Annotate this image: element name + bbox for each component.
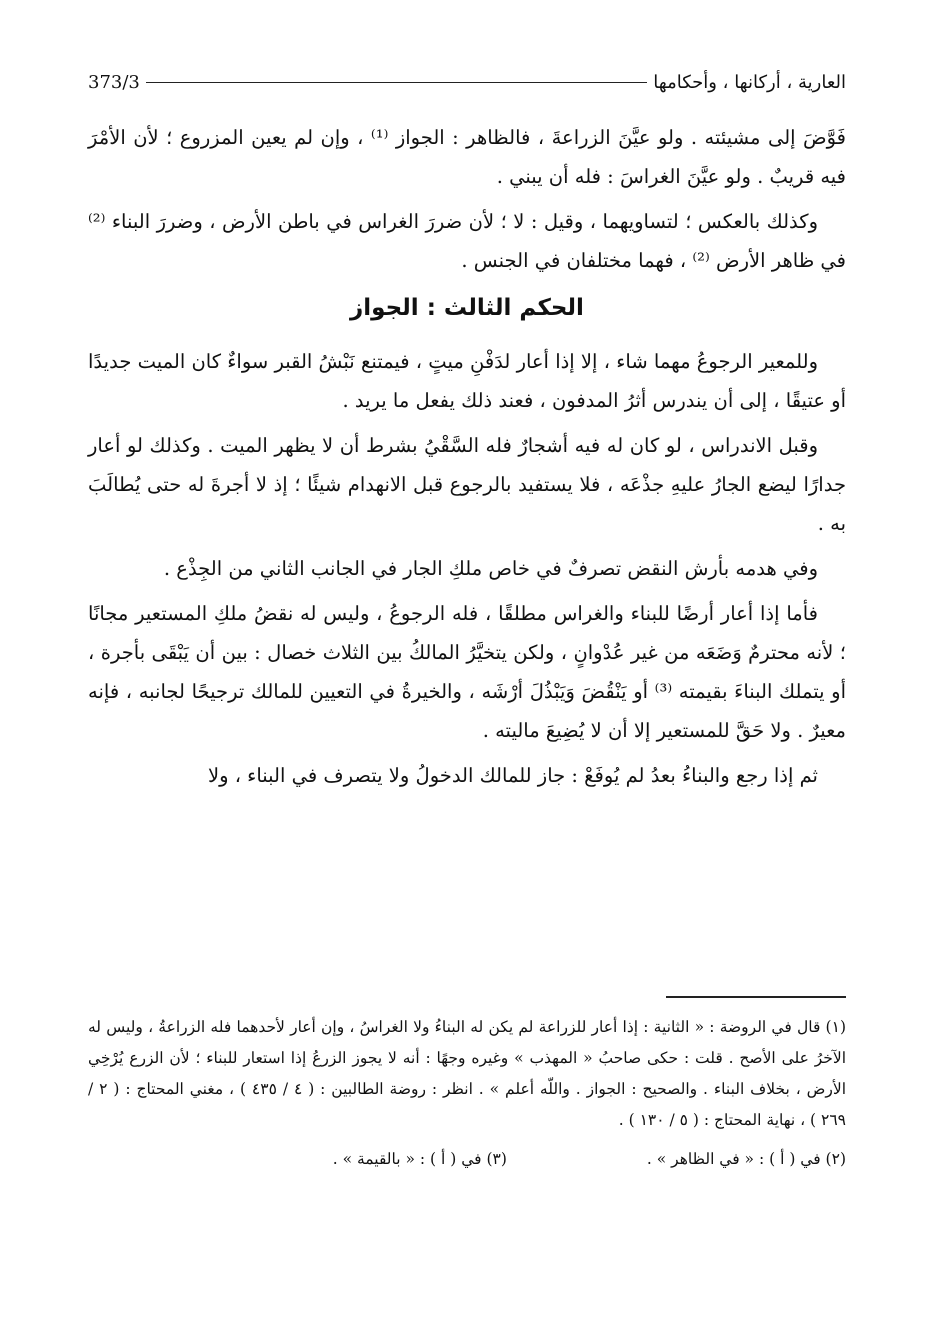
footnote-2: (٢) في ( أ ) : « في الظاهر » . [646,1150,846,1168]
footnote-1: (١) قال في الروضة : « الثانية : إذا أعار للزراعة لم يكن له البناءُ ولا الغراسُ ، وإن أعار لأحدهما فله الزراعةُ ، وليس له الآخرُ على الأصح . قلت : حكى صاحبُ « المهذب » وغيره وجهًا : أنه لا يجوز الزرعُ إذا استعار للبناء ؛ لأن الزرع يُرْخِي الأرض ، بخلاف البناء . والصحيح : الجواز . واللّه أعلم » . انظر : روضة الطالبين : ( ٤ / ٤٣٥ ) ، مغني المحتاج : ( ٢ / ٢٦٩ ) ، نهاية المحتاج : ( ٥ / ١٣٠ ) . [88,1018,847,1129]
paragraph-6: فأما إذا أعار أرضًا للبناء والغراس مطلقًا ، فله الرجوعُ ، وليس له نقضُ ملكِ المستعير مجانًا ؛ لأنه محترمٌ وَضَعَه من غير عُدْوانٍ ، ولكن يتخيَّرُ المالكُ بين الثلاث خصال : بين أن يَبْقَى بأجرة ، أو يتملك البناءَ بقيمته ⁽³⁾ أو يَنْقُضَ وَيَبْذُلَ أرْشَه ، والخيرةُ في التعيين للمالك ترجيحًا لجانبه ، فإنه معيرٌ . ولا حَقَّ للمستعير إلا أن لا يُضِيعَ ماليته . [88,602,847,742]
page-number: 373/3 [88,71,140,93]
running-header [88,66,846,98]
paragraph-7: ثم إذا رجع والبناءُ بعدُ لم يُوفَعْ : جاز للمالك الدخولُ ولا يتصرف في البناء ، ولا [207,764,818,787]
body-text [88,118,846,801]
paragraph-3: وللمعير الرجوعُ مهما شاء ، إلا إذا أعار لدَفْنِ ميتٍ ، فيمتنع نَبْشُ القبر سواءٌ كان الميت جديدًا أو عتيقًا ، إلى أن يندرس أثرُ المدفون ، فعند ذلك يفعل ما يريد . [88,350,846,412]
footnote-3: (٣) في ( أ ) : « بالقيمة » . [332,1150,507,1168]
footnote-separator [666,996,846,998]
paragraph-5: وفي هدمه بأرش النقض تصرفٌ في خاص ملكِ الجار في الجانب الثاني من الجِذْع . [163,557,818,580]
header-rule [146,82,647,83]
section-heading: الحكم الثالث : الجواز [350,295,584,321]
running-title: العارية ، أركانها ، وأحكامها [653,71,846,93]
footnotes [88,1012,846,1175]
paragraph-1: فَوَّضَ إلى مشيئته . ولو عيَّنَ الزراعةَ ، فالظاهر : الجواز ⁽¹⁾ ، وإن لم يعين المزروع ؛ لأن الأمْرَ فيه قريبٌ . ولو عيَّنَ الغراسَ : فله أن يبني . [88,126,846,188]
paragraph-2: وكذلك بالعكس ؛ لتساويهما ، وقيل : لا ؛ لأن ضررَ الغراس في باطن الأرض ، وضررَ البناء ⁽²⁾ في ظاهر الأرض ⁽²⁾ ، فهما مختلفان في الجنس . [88,210,846,272]
paragraph-4: وقبل الاندراس ، لو كان له فيه أشجارٌ فله السَّقْيُ بشرط أن لا يظهر الميت . وكذلك لو أعار جدارًا ليضع الجارُ عليهِ جذْعَه ، فلا يستفيد بالرجوع قبل الانهدام شيئًا ؛ إذ لا أجرةَ له حتى يُطالَبَ به . [88,434,846,535]
footnote-row [88,1144,846,1175]
